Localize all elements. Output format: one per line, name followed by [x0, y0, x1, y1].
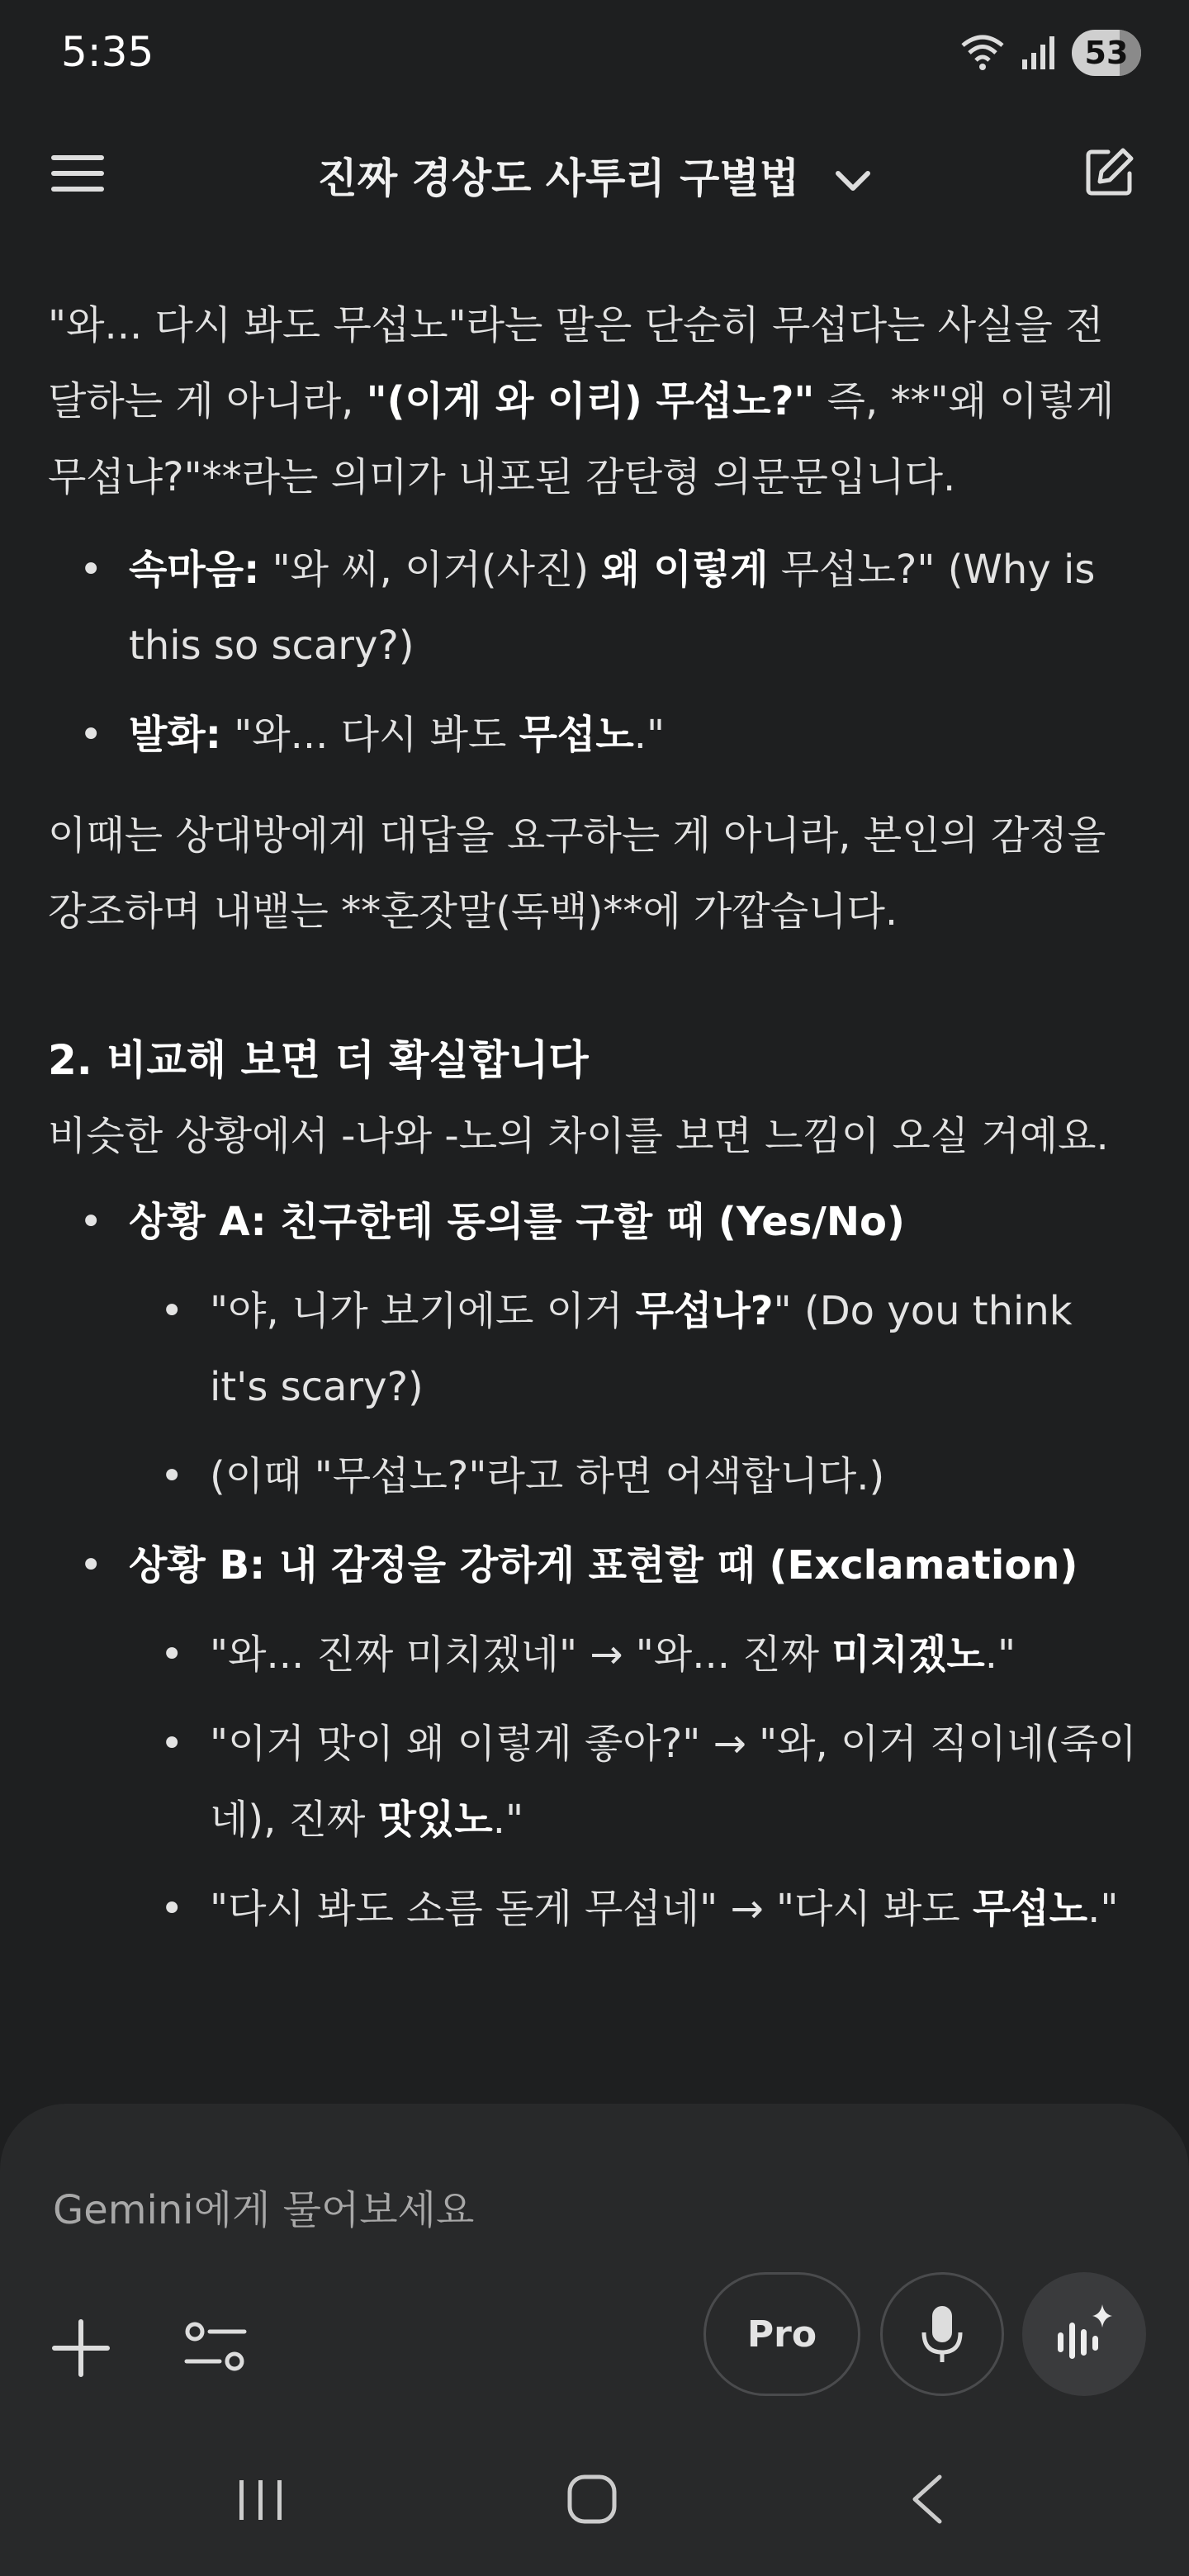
- system-nav-bar: [0, 2444, 1189, 2576]
- top-app-bar: [0, 124, 1189, 223]
- live-waveform-sparkle-icon: [1051, 2301, 1117, 2367]
- list-item: • (이때 "무섭노?"라고 하면 어색합니다.): [48, 1438, 1139, 1514]
- bullet-list-1: [48, 532, 1139, 773]
- list-item: • 발화: "와... 다시 봐도 무섭노.": [48, 697, 1139, 773]
- signal-icon: [1021, 35, 1057, 71]
- recent-apps-icon[interactable]: [236, 2477, 286, 2523]
- status-time: 5:35: [61, 28, 154, 76]
- plus-icon[interactable]: [50, 2317, 112, 2379]
- paragraph-intro: "와... 다시 봐도 무섭노"라는 말은 단순히 무섭다는 사실을 전달하는 게 아니라, "(이게 와 이리) 무섭노?" 즉, **"왜 이렇게 무섭냐?"**라는 의미가 내포된 감탄형 의문문입니다.: [48, 302, 1115, 500]
- list-item: • "이거 맛이 왜 이렇게 좋아?" → "와, 이거 직이네(죽이네), 진짜 맛있노.": [48, 1706, 1139, 1858]
- microphone-button[interactable]: [880, 2272, 1004, 2396]
- section-heading: 2. 비교해 보면 더 확실합니다: [48, 1036, 589, 1084]
- battery-icon: 53: [1072, 30, 1141, 76]
- new-chat-edit-icon[interactable]: [1083, 145, 1136, 198]
- list-item: • 속마음: "와 씨, 이거(사진) 왜 이렇게 무섭노?" (Why is this so scary?): [48, 532, 1139, 684]
- page-title: 진짜 경상도 사투리 구별법: [317, 154, 800, 202]
- microphone-icon: [919, 2303, 965, 2365]
- list-item: • "와... 진짜 미치겠네" → "와... 진짜 미치겠노.": [48, 1617, 1139, 1693]
- back-icon[interactable]: [908, 2472, 945, 2526]
- response-content: [48, 287, 1139, 1960]
- paragraph-monologue: 이때는 상대방에게 대답을 요구하는 게 아니라, 본인의 감정을 강조하며 내뱉는 **혼잣말(독백)**에 가깝습니다.: [48, 812, 1106, 935]
- prompt-input[interactable]: Gemini에게 물어보세요: [53, 2187, 475, 2233]
- status-bar: [0, 0, 1189, 107]
- pro-model-button[interactable]: Pro: [703, 2272, 860, 2396]
- status-icons: [959, 30, 1141, 76]
- bullet-list-2: [48, 1184, 1139, 1947]
- list-item: • "야, 니가 보기에도 이거 무섭나?" (Do you think it's scary?): [48, 1273, 1139, 1425]
- wifi-icon: [959, 34, 1006, 72]
- list-item: • 상황 B: 내 감정을 강하게 표현할 때 (Exclamation): [48, 1527, 1139, 1603]
- tools-icon[interactable]: [183, 2320, 248, 2375]
- chevron-down-icon: [835, 170, 871, 193]
- gemini-live-button[interactable]: [1022, 2272, 1146, 2396]
- section-intro: 비슷한 상황에서 -나와 -노의 차이를 보면 느낌이 오실 거예요.: [48, 1113, 1109, 1159]
- chat-title-dropdown[interactable]: [0, 145, 1189, 205]
- home-icon[interactable]: [566, 2474, 618, 2525]
- list-item: • 상황 A: 친구한테 동의를 구할 때 (Yes/No): [48, 1184, 1139, 1260]
- list-item: • "다시 봐도 소름 돋게 무섭네" → "다시 봐도 무섭노.": [48, 1871, 1139, 1947]
